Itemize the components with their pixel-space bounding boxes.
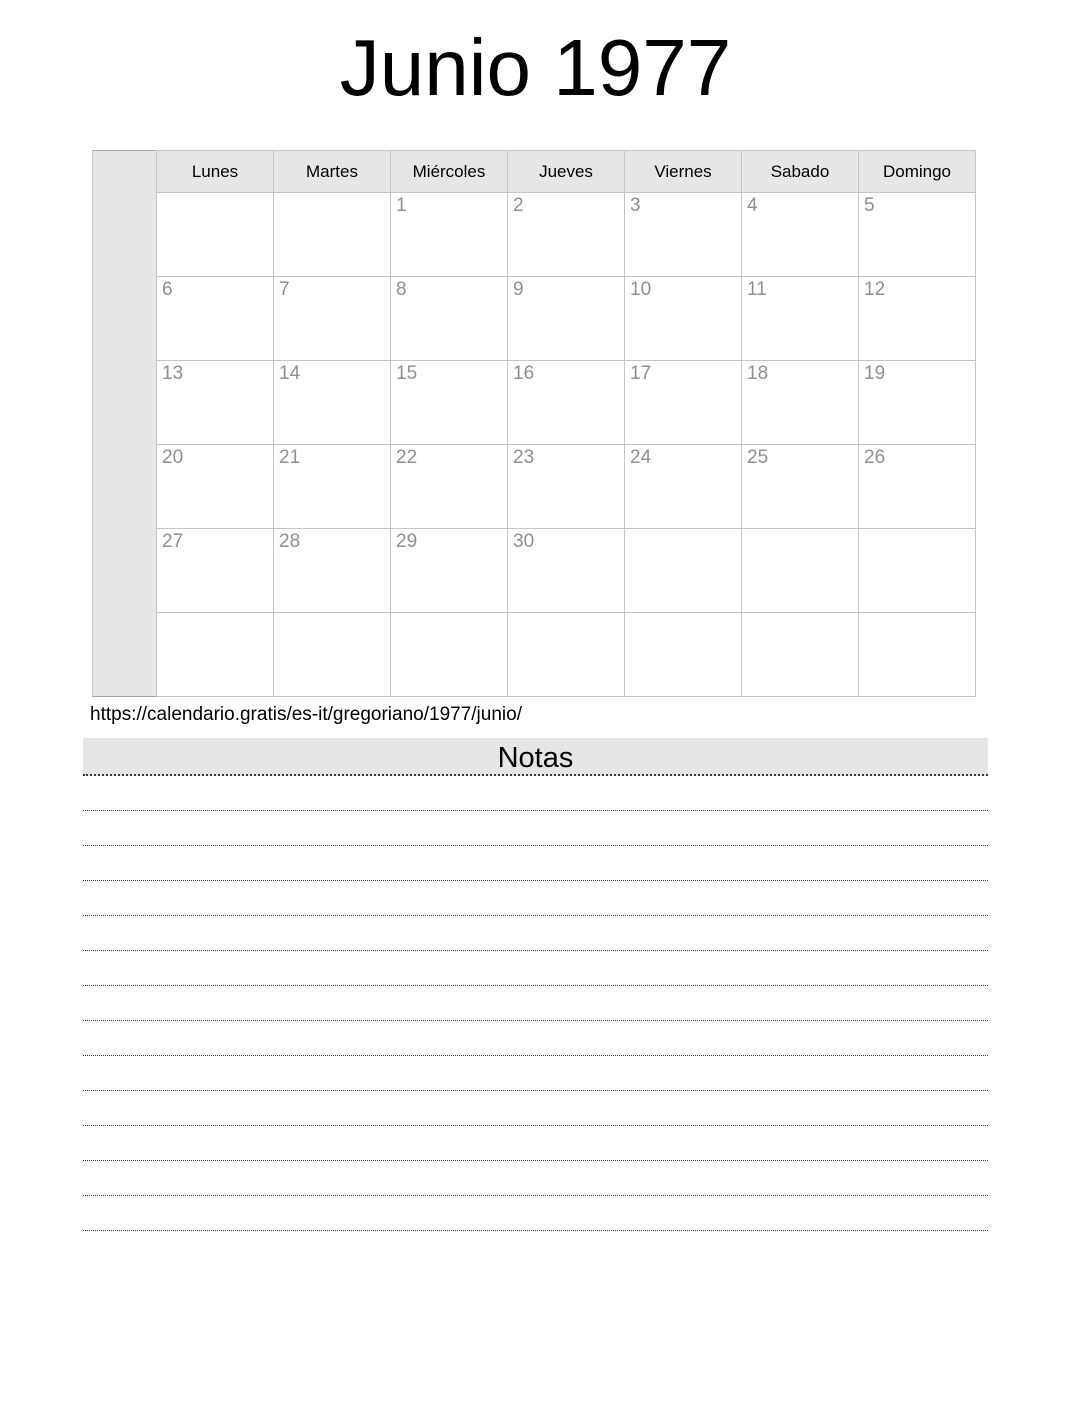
empty-day-cell: [274, 193, 391, 277]
week-row-2: [93, 277, 976, 361]
note-line-2: [83, 811, 988, 846]
empty-day-cell: [625, 529, 742, 613]
day-cell-26: [859, 445, 976, 529]
day-cell-20: [157, 445, 274, 529]
note-line-6: [83, 951, 988, 986]
note-line-4: [83, 881, 988, 916]
day-cell-5: [859, 193, 976, 277]
day-number: 14: [279, 363, 301, 384]
day-cell-29: [391, 529, 508, 613]
day-number: 24: [630, 447, 652, 468]
weekday-header-6: Sabado: [742, 151, 859, 193]
day-number: 11: [747, 279, 767, 300]
day-number: 28: [279, 531, 301, 552]
day-cell-4: [742, 193, 859, 277]
day-cell-14: [274, 361, 391, 445]
day-number: 21: [279, 447, 301, 468]
page: [0, 22, 1071, 1231]
note-line-13: [83, 1196, 988, 1231]
day-cell-21: [274, 445, 391, 529]
week-row-5: [93, 529, 976, 613]
day-cell-27: [157, 529, 274, 613]
day-number: 10: [630, 279, 652, 300]
day-number: 23: [513, 447, 535, 468]
day-number: 20: [162, 447, 184, 468]
day-number: 1: [396, 195, 407, 216]
weekday-header-7: Domingo: [859, 151, 976, 193]
day-cell-16: [508, 361, 625, 445]
day-cell-23: [508, 445, 625, 529]
day-number: 15: [396, 363, 418, 384]
note-line-5: [83, 916, 988, 951]
day-cell-7: [274, 277, 391, 361]
header-gutter-cell: [93, 151, 157, 193]
day-cell-11: [742, 277, 859, 361]
empty-day-cell: [157, 193, 274, 277]
week-row-1: [93, 193, 976, 277]
day-number: 27: [162, 531, 184, 552]
page-title: Junio 1977: [339, 23, 732, 112]
day-number: 2: [513, 195, 524, 216]
day-number: 7: [279, 279, 290, 300]
day-number: [157, 193, 273, 196]
week-row-3: [93, 361, 976, 445]
week-row-4: [93, 445, 976, 529]
notes-section: [83, 738, 988, 1231]
empty-day-cell: [625, 613, 742, 697]
weekday-header-1: Lunes: [157, 151, 274, 193]
day-cell-13: [157, 361, 274, 445]
day-number: [274, 193, 390, 196]
day-number: 8: [396, 279, 407, 300]
day-number: [742, 529, 858, 532]
day-cell-28: [274, 529, 391, 613]
note-line-11: [83, 1126, 988, 1161]
day-number: 9: [513, 279, 524, 300]
note-line-8: [83, 1021, 988, 1056]
day-cell-17: [625, 361, 742, 445]
weekday-header-5: Viernes: [625, 151, 742, 193]
day-cell-24: [625, 445, 742, 529]
note-line-3: [83, 846, 988, 881]
weekday-header-row: [93, 151, 976, 193]
day-number: 5: [864, 195, 875, 216]
day-number: 12: [864, 279, 886, 300]
day-number: 18: [747, 363, 769, 384]
day-number: 6: [162, 279, 173, 300]
calendar-table: [92, 150, 976, 697]
day-number: [859, 613, 975, 616]
empty-day-cell: [859, 529, 976, 613]
day-number: [625, 529, 741, 532]
note-line-10: [83, 1091, 988, 1126]
empty-day-cell: [157, 613, 274, 697]
empty-day-cell: [742, 529, 859, 613]
day-cell-30: [508, 529, 625, 613]
day-number: [274, 613, 390, 616]
day-number: 17: [630, 363, 652, 384]
day-cell-19: [859, 361, 976, 445]
day-cell-6: [157, 277, 274, 361]
day-cell-22: [391, 445, 508, 529]
day-number: 4: [747, 195, 758, 216]
weekday-header-4: Jueves: [508, 151, 625, 193]
day-number: [625, 613, 741, 616]
note-line-1: [83, 776, 988, 811]
empty-day-cell: [508, 613, 625, 697]
notes-lines: [83, 776, 988, 1231]
week-gutter-column: [93, 193, 157, 697]
day-number: 29: [396, 531, 418, 552]
day-cell-10: [625, 277, 742, 361]
day-number: 3: [630, 195, 641, 216]
day-number: [157, 613, 273, 616]
day-number: 19: [864, 363, 886, 384]
source-url: https://calendario.gratis/es-it/gregoriano/1977/junio/: [90, 704, 522, 725]
day-cell-1: [391, 193, 508, 277]
day-cell-15: [391, 361, 508, 445]
day-cell-18: [742, 361, 859, 445]
day-cell-12: [859, 277, 976, 361]
empty-day-cell: [391, 613, 508, 697]
day-number: 26: [864, 447, 886, 468]
day-number: [742, 613, 858, 616]
day-cell-2: [508, 193, 625, 277]
day-number: 25: [747, 447, 769, 468]
day-number: 16: [513, 363, 535, 384]
note-line-9: [83, 1056, 988, 1091]
weekday-header-3: Miércoles: [391, 151, 508, 193]
day-number: 30: [513, 531, 535, 552]
day-cell-3: [625, 193, 742, 277]
day-number: [859, 529, 975, 532]
note-line-7: [83, 986, 988, 1021]
day-number: [391, 613, 507, 616]
note-line-12: [83, 1161, 988, 1196]
day-cell-9: [508, 277, 625, 361]
day-number: 13: [162, 363, 184, 384]
week-row-6: [93, 613, 976, 697]
notes-title: Notas: [83, 738, 988, 776]
day-cell-25: [742, 445, 859, 529]
day-number: 22: [396, 447, 418, 468]
empty-day-cell: [859, 613, 976, 697]
empty-day-cell: [274, 613, 391, 697]
day-cell-8: [391, 277, 508, 361]
empty-day-cell: [742, 613, 859, 697]
day-number: [508, 613, 624, 616]
weekday-header-2: Martes: [274, 151, 391, 193]
